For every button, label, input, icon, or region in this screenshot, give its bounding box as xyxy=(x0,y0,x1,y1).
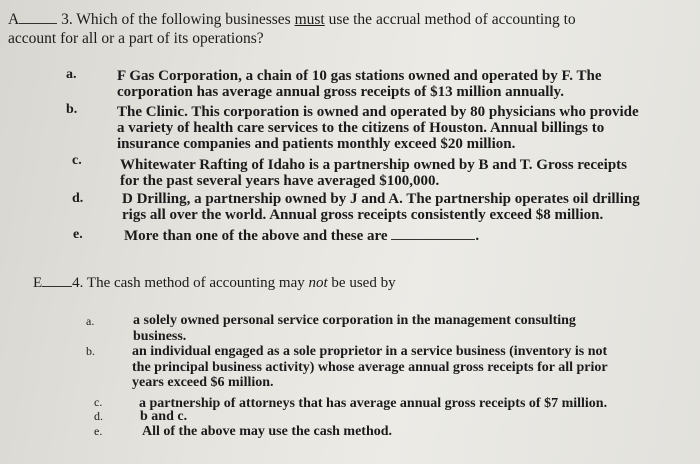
q3-answer: A xyxy=(8,11,20,28)
q3-heading-line2: account for all or a part of its operations? xyxy=(8,30,264,47)
q3-heading-line1 xyxy=(8,10,576,29)
q3-option-e-text: More than one of the above and these are . xyxy=(124,228,480,244)
q4-option-a-text: a solely owned personal service corporation in the management consulting business. xyxy=(133,313,576,344)
q4-option-e-text: All of the above may use the cash method. xyxy=(142,424,393,439)
q3-question-text-cont: use the accrual method of accounting to xyxy=(328,11,576,28)
q4-question-text: 4. The cash method of accounting may xyxy=(72,275,305,291)
q4-question-text-cont: be used by xyxy=(331,275,396,291)
q3-option-c-letter: c. xyxy=(72,153,82,168)
q3-question-text: 3. Which of the following businesses xyxy=(61,11,291,28)
q4-answer-blank xyxy=(42,274,72,287)
q4-option-d-letter: d. xyxy=(94,409,103,423)
q4-answer: E xyxy=(33,275,43,291)
q3-option-b-text: The Clinic. This corporation is owned and operated by 80 physicians who provide a variety of health care services to the citizens of Houston. Annual billings to insurance companies and patients monthly exceed $20 million. xyxy=(117,104,639,152)
q4-option-c-text: a partnership of attorneys that has average annual gross receipts of $7 million. xyxy=(139,396,608,411)
q4-not-word: not xyxy=(308,275,328,291)
q4-option-b-letter: b. xyxy=(86,344,95,358)
q3-option-a-letter: a. xyxy=(66,67,77,82)
q3-option-d-letter: d. xyxy=(72,191,84,206)
q3-option-a-text: F Gas Corporation, a chain of 10 gas stations owned and operated by F. The corporation has average annual gross receipts of $13 million annually. xyxy=(117,68,602,100)
q3-answer-blank xyxy=(19,11,57,24)
q3-option-d-text: D Drilling, a partnership owned by J and A. The partnership operates oil drilling rigs all over the world. Annual gross receipts consistently exceed $8 million. xyxy=(122,191,640,223)
q3-option-c-text: Whitewater Rafting of Idaho is a partnership owned by B and T. Gross receipts for the past several years have averaged $100,000. xyxy=(120,157,627,189)
q4-heading xyxy=(33,274,396,293)
q4-option-c-letter: c. xyxy=(94,395,103,409)
q4-option-a-letter: a. xyxy=(86,314,95,328)
q3-option-b-letter: b. xyxy=(66,102,78,117)
q4-option-b-text: an individual engaged as a sole proprietor in a service business (inventory is not the principal business activity) whose average annual gross receipts for all prior years exceed $6 million. xyxy=(132,344,608,390)
q3-option-e-letter: e. xyxy=(73,227,83,242)
q3-must-word: must xyxy=(294,11,325,28)
q4-option-d-text: b and c. xyxy=(140,409,188,424)
q3-option-e-blank xyxy=(391,227,475,240)
q4-option-e-letter: e. xyxy=(94,424,103,438)
